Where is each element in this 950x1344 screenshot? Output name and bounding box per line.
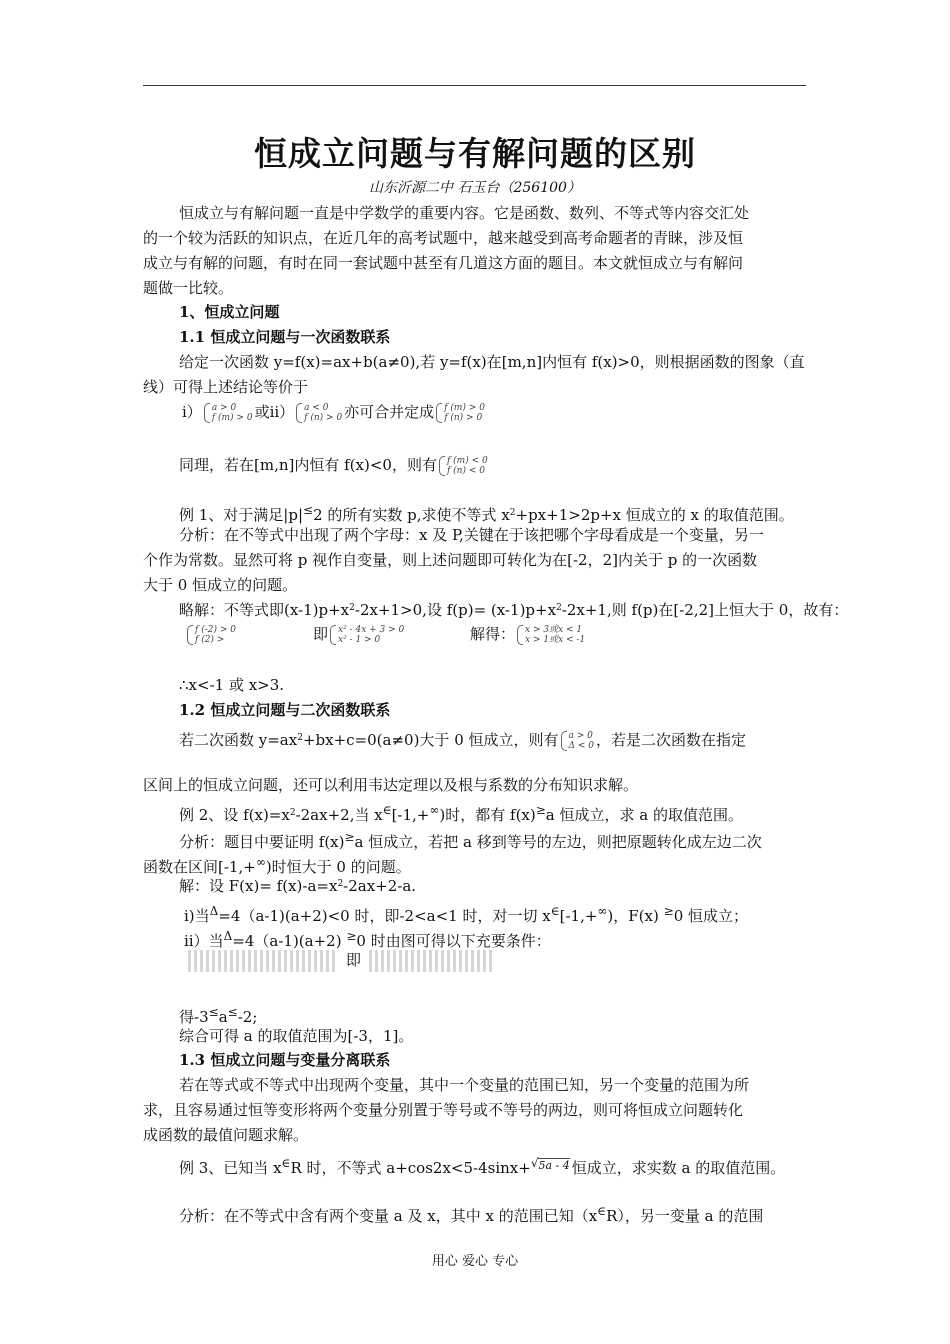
analysis-2-line-2: 函数在区间[-1,+∞)时恒大于 0 的问题。 xyxy=(143,855,411,876)
system-3: f (m) > 0 f (n) > 0 xyxy=(436,403,485,423)
system-1: a > 0 f (m) > 0 xyxy=(204,403,253,423)
faded-system-left xyxy=(188,950,338,972)
system-5: f (-2) > 0 f (2) > xyxy=(187,625,305,645)
analysis-1-line-3: 大于 0 恒成立的问题。 xyxy=(143,576,298,594)
case-1-line: ⅰ)当$^\Delta$=4（a-1)(a+2)<0 时，即-2<a<1 时，对一切 x∈[-1,+∞)，F(x) ≥0 恒成立； xyxy=(184,904,748,925)
system-8: a > 0 Δ < 0 xyxy=(561,731,595,751)
example-2: 例 2、设 $f(x)=x^2-2ax+2$,当 x∈[-1,+∞)时，都有 f(x)≥a 恒成立，求 a 的取值范围。 xyxy=(179,803,743,824)
equation-row-2 xyxy=(185,624,587,645)
case-2-line: ⅱ）当$^\Delta$=4（a-1)(a+2) ≥0 时由图可得以下充要条件： xyxy=(184,929,551,950)
para-1-3-line-2: 求，且容易通过恒等变形将两个变量分别置于等号或不等号的两边，则可将恒成立问题转化 xyxy=(143,1101,744,1119)
system-4: f (m) < 0 f (n) < 0 xyxy=(439,456,488,476)
author-line: 山东沂源二中 石玉台（256100） xyxy=(369,180,581,196)
intro-line-1: 恒成立与有解问题一直是中学数学的重要内容。它是函数、数列、不等式等内容交汇处 xyxy=(179,204,750,222)
system-2: a < 0 f (n) > 0 xyxy=(296,403,342,423)
para-1-1-b: 线）可得上述结论等价于 xyxy=(143,378,309,396)
equation-row-1 xyxy=(182,402,487,423)
intro-line-2: 的一个较为活跃的知识点，在近几年的高考试题中，越来越受到高考命题者的青睐，涉及恒 xyxy=(143,229,744,247)
result-2: 得-3≤a≤-2; xyxy=(179,1005,258,1026)
para-1-3-line-3: 成函数的最值问题求解。 xyxy=(143,1126,309,1144)
para-1-2-b: 区间上的恒成立问题，还可以利用韦达定理以及根与系数的分布知识求解。 xyxy=(143,776,639,794)
page-footer: 用心 爱心 专心 xyxy=(431,1254,519,1269)
solution-1: 略解：不等式即$(x-1)p+x^2-2x+1>0$,设 $f(p)= (x-1)p+x^2-2x+1$,则 f(p)在[-2,2]上恒大于 0，故有： xyxy=(179,601,849,619)
section-heading-1-1: 1.1 恒成立问题与一次函数联系 xyxy=(179,328,391,346)
ji-label: 即 xyxy=(313,625,329,643)
analysis-3: 分析：在不等式中含有两个变量 a 及 x，其中 x 的范围已知（x∈R），另一变量 a 的范围 xyxy=(179,1204,764,1225)
case-i-label: ⅰ） xyxy=(182,403,202,421)
top-rule xyxy=(143,85,806,86)
analysis-1-line-2: 个作为常数。显然可将 p 视作自变量，则上述问题即可转化为在[-2，2]内关于 p 的一次函数 xyxy=(143,551,758,569)
system-7: x > 3或x < 1 x > 1或x < -1 xyxy=(517,625,585,645)
para-1-1-c: 同理，若在[m,n]内恒有 f(x)<0，则有 f (m) < 0 f (n) < 0 xyxy=(179,456,488,476)
section-heading-1-2: 1.2 恒成立问题与二次函数联系 xyxy=(179,701,391,719)
merge-text: 亦可合并定成 xyxy=(344,403,435,421)
example-1: 例 1、对于满足|p|≤2 的所有实数 p,求使不等式 $x^2+px+1>2p+x$ 恒成立的 x 的取值范围。 xyxy=(179,503,794,524)
system-6: x² - 4x + 3 > 0 x² - 1 > 0 xyxy=(330,625,468,645)
or-case-ii-label: 或ⅱ） xyxy=(254,403,295,421)
solution-2: 解：设 $F(x)= f(x)-a=x^2-2ax+2-a$. xyxy=(179,877,417,895)
result-1: ∴x<-1 或 x>3. xyxy=(179,676,285,694)
intro-line-3: 成立与有解的问题，有时在同一套试题中甚至有几道这方面的题目。本文就恒成立与有解问 xyxy=(143,254,744,272)
section-heading-1-3: 1.3 恒成立问题与变量分离联系 xyxy=(179,1051,391,1069)
ji-label-2: 即 xyxy=(346,951,362,969)
intro-line-4: 题做一比较。 xyxy=(143,279,234,297)
para-1-2-a: 若二次函数 $y=ax^2+bx+c=0(a\ne 0)$大于 0 恒成立，则有 a > 0 Δ < 0 ，若是二次函数在指定 xyxy=(179,731,747,751)
section-heading-1: 1、恒成立问题 xyxy=(179,303,280,321)
analysis-2-line-1: 分析：题目中要证明 f(x)≥a 恒成立，若把 a 移到等号的左边，则把原题转化成左边二次 xyxy=(179,830,762,851)
equation-row-3 xyxy=(188,950,494,972)
faded-system-right xyxy=(369,950,494,972)
result-3: 综合可得 a 的取值范围为[-3，1]。 xyxy=(179,1027,414,1045)
para-1-1-a: 给定一次函数 y=f(x)=ax+b(a≠0),若 y=f(x)在[m,n]内恒有 f(x)>0，则根据函数的图象（直 xyxy=(179,353,805,371)
para-1-3-line-1: 若在等式或不等式中出现两个变量，其中一个变量的范围已知，另一个变量的范围为所 xyxy=(179,1076,750,1094)
example-3: 例 3、已知当 x∈R 时，不等式 a+cos2x<5-4sinx+$^{√5a - 4}$ 恒成立，求实数 a 的取值范围。 xyxy=(179,1156,786,1177)
jd-label: 解得： xyxy=(470,625,516,643)
analysis-1-line-1: 分析：在不等式中出现了两个字母：x 及 P,关键在于该把哪个字母看成是一个变量，另一 xyxy=(179,526,764,544)
page-title: 恒成立问题与有解问题的区别 xyxy=(254,134,696,173)
